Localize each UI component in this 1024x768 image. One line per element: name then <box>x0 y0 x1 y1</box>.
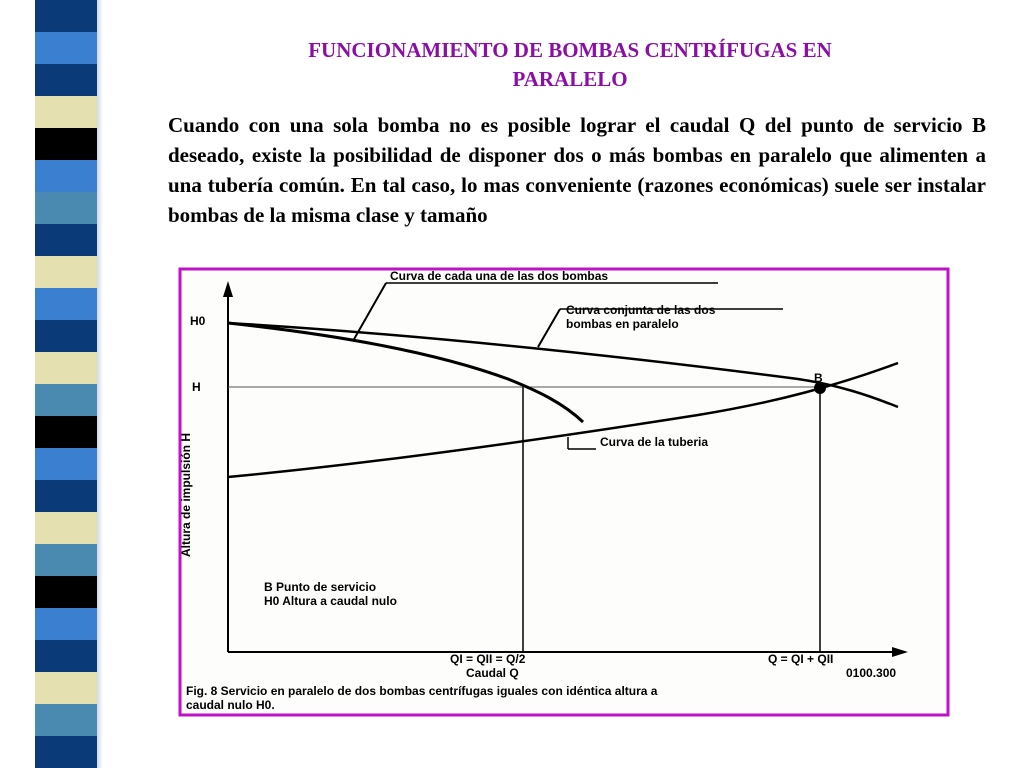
figure-caption-line-2: caudal nulo H0. <box>186 698 275 712</box>
x-tick-q-half: QI = QII = Q/2 <box>450 652 526 666</box>
slide-title-line-2: PARALELO <box>512 67 628 91</box>
figure-frame <box>180 269 948 715</box>
stripe-block <box>35 704 97 736</box>
stripe-block <box>35 64 97 96</box>
pump-curve-figure <box>178 267 950 717</box>
stripe-block <box>35 320 97 352</box>
pump-curve-diagram <box>178 267 950 717</box>
stripe-block <box>35 224 97 256</box>
label-single-pump-curve: Curva de cada una de las dos bombas <box>390 269 609 283</box>
stripe-block <box>35 640 97 672</box>
stripe-block <box>35 96 97 128</box>
stripe-block <box>35 160 97 192</box>
stripe-block <box>35 576 97 608</box>
slide-body-paragraph: Cuando con una sola bomba no es posible lograr el caudal Q del punto de servicio B deseado, existe la posibilidad de disponer dos o más bombas en paralelo que alimenten a una tubería común. En tal caso, lo mas conveniente (razones económicas) suele ser instalar bombas de la misma clase y tamaño <box>168 113 986 227</box>
stripe-block <box>35 544 97 576</box>
stripe-block <box>35 384 97 416</box>
y-tick-h: H <box>192 380 201 394</box>
figure-caption-line-1: Fig. 8 Servicio en paralelo de dos bombas centrífugas iguales con idéntica altura a <box>186 684 658 698</box>
stripe-block <box>35 192 97 224</box>
point-b-label: B <box>814 371 823 385</box>
stripe-band-shadow <box>97 0 103 768</box>
stripe-block <box>35 32 97 64</box>
stripe-block <box>35 480 97 512</box>
label-parallel-curve-line-2: bombas en paralelo <box>566 317 679 331</box>
decorative-stripe-band <box>35 0 97 768</box>
y-axis-title: Altura de impulsión H <box>179 432 193 557</box>
stripe-block <box>35 736 97 768</box>
legend-h0: H0 Altura a caudal nulo <box>264 594 397 608</box>
y-tick-h0: H0 <box>190 314 206 328</box>
stripe-block <box>35 448 97 480</box>
label-pipe-curve: Curva de la tuberia <box>600 435 709 449</box>
stripe-block <box>35 256 97 288</box>
figure-code: 0100.300 <box>846 666 897 680</box>
stripe-block <box>35 0 97 32</box>
x-axis-title: Caudal Q <box>466 666 519 680</box>
stripe-block <box>35 608 97 640</box>
legend-point-b: B Punto de servicio <box>264 580 377 594</box>
stripe-block <box>35 128 97 160</box>
slide-title-line-1: FUNCIONAMIENTO DE BOMBAS CENTRÍFUGAS EN <box>308 38 832 62</box>
label-parallel-curve-line-1: Curva conjunta de las dos <box>566 303 716 317</box>
slide-title <box>200 36 940 94</box>
stripe-block <box>35 288 97 320</box>
stripe-block <box>35 416 97 448</box>
x-tick-q-total: Q = QI + QII <box>768 652 834 666</box>
stripe-block <box>35 672 97 704</box>
stripe-block <box>35 352 97 384</box>
stripe-block <box>35 512 97 544</box>
